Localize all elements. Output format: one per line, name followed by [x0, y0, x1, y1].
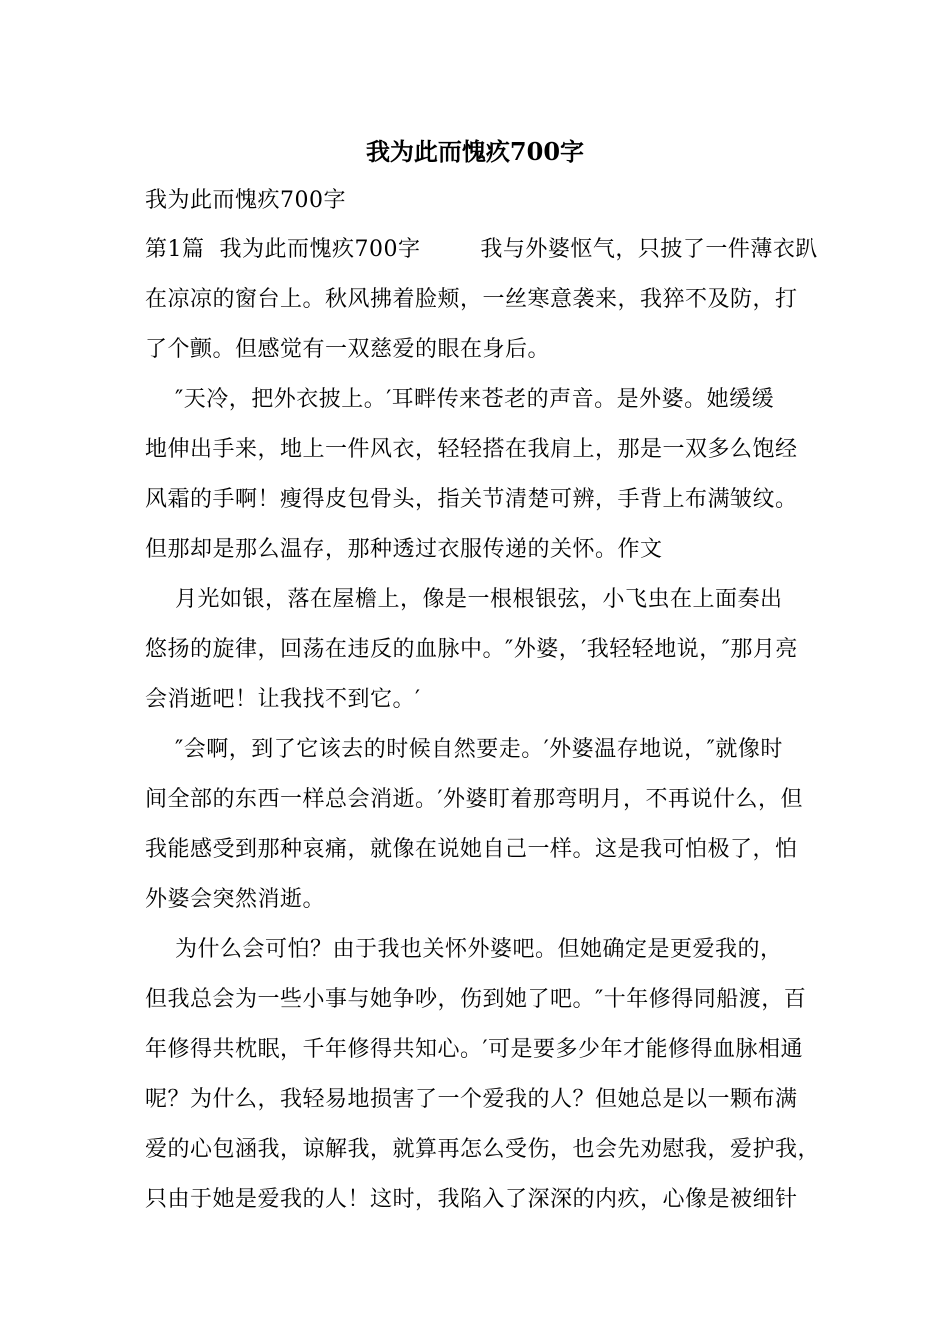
text-line: 地伸出手来，地上一件风衣，轻轻搭在我肩上，那是一双多么饱经 — [145, 437, 798, 462]
text-line: 我能感受到那种哀痛，就像在说她自己一样。这是我可怕极了，怕 — [145, 837, 798, 862]
text-line: 第1篇 我为此而愧疚700字 我与外婆怄气，只披了一件薄衣趴 — [145, 237, 818, 262]
text-line: 月光如银，落在屋檐上，像是一根根银弦，小飞虫在上面奏出 — [145, 587, 783, 612]
text-line: ″会啊，到了它该去的时候自然要走。′外婆温存地说，″就像时 — [145, 737, 783, 762]
subtitle-line: 我为此而愧疚700字 — [145, 188, 346, 213]
text-line: 风霜的手啊！瘦得皮包骨头，指关节清楚可辨，手背上布满皱纹。 — [145, 487, 798, 512]
text-line: 在凉凉的窗台上。秋风拂着脸颊，一丝寒意袭来，我猝不及防，打 — [145, 287, 798, 312]
text-line: 会消逝吧！让我找不到它。′ — [145, 687, 421, 712]
text-line: 只由于她是爱我的人！这时，我陷入了深深的内疚，心像是被细针 — [145, 1187, 798, 1212]
text-line: 间全部的东西一样总会消逝。′外婆盯着那弯明月，不再说什么，但 — [145, 787, 803, 812]
document-title: 我为此而愧疚700字 — [365, 137, 585, 166]
text-line: 但那却是那么温存，那种透过衣服传递的关怀。作文 — [145, 537, 663, 562]
text-line: ″天冷，把外衣披上。′耳畔传来苍老的声音。是外婆。她缓缓 — [145, 387, 775, 412]
text-line: 呢？为什么，我轻易地损害了一个爱我的人？但她总是以一颗布满 — [145, 1087, 798, 1112]
text-line: 外婆会突然消逝。 — [145, 887, 326, 912]
text-line: 但我总会为一些小事与她争吵，伤到她了吧。″十年修得同船渡，百 — [145, 987, 807, 1012]
text-line: 为什么会可怕？由于我也关怀外婆吧。但她确定是更爱我的， — [145, 937, 783, 962]
text-line: 了个颤。但感觉有一双慈爱的眼在身后。 — [145, 337, 551, 362]
text-line: 年修得共枕眠，千年修得共知心。′可是要多少年才能修得血脉相通 — [145, 1037, 803, 1062]
text-line: 爱的心包涵我，谅解我，就算再怎么受伤，也会先劝慰我，爱护我， — [145, 1137, 821, 1162]
text-line: 悠扬的旋律，回荡在违反的血脉中。″外婆，′我轻轻地说，″那月亮 — [145, 637, 798, 662]
